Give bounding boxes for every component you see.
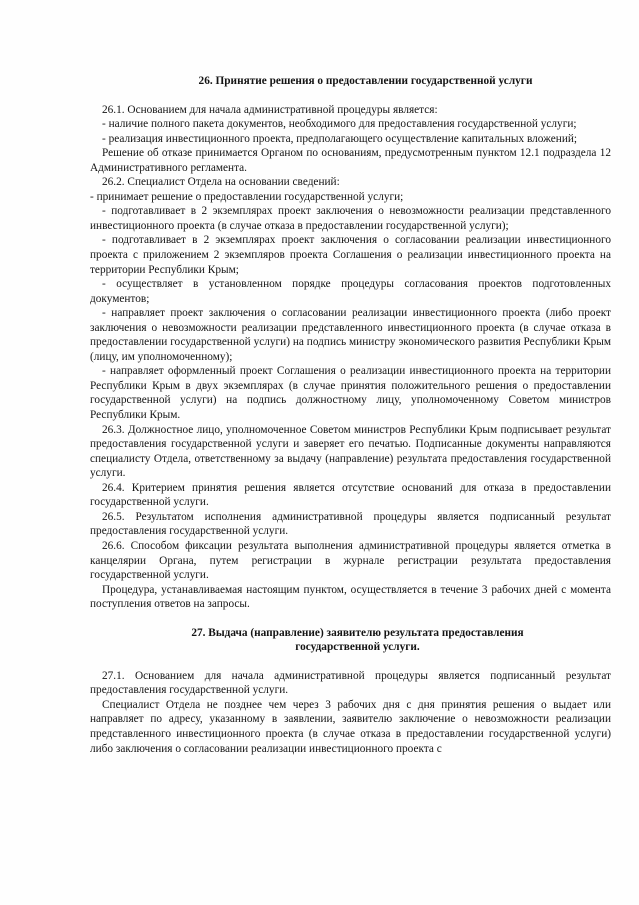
list-item-investment-project: - реализация инвестиционного проекта, предполагающего осуществление капитальных вложений; <box>102 132 578 145</box>
list-item-prepares-refusal: - подготавливает в 2 экземплярах проект заключения о невозможности реализации представленного инвестиционного проекта (в случае отказа в предоставлении государственной услуги); <box>90 205 611 232</box>
paragraph-26-4: 26.4. Критерием принятия решения является отсутствие оснований для отказа в предоставлении государственной услуги. <box>90 481 611 509</box>
list-item-full-package: - наличие полного пакета документов, необходимого для предоставления государственной услуги; <box>102 118 577 131</box>
section-27-heading <box>90 626 611 655</box>
section-27-heading-line-2: государственной услуги. <box>295 641 420 654</box>
list-item-makes-decision: - принимает решение о предоставлении государственной услуги; <box>90 190 404 203</box>
paragraph-27-1: 27.1. Основанием для начала административной процедуры является подписанный результат предоставления государственной услуги. <box>90 669 611 697</box>
paragraph-26-1: 26.1. Основанием для начала административной процедуры является: <box>102 103 438 116</box>
list-item-prepares-approval: - подготавливает в 2 экземплярах проект заключения о согласовании реализации инвестиционного проекта с приложением 2 экземпляров проекта Соглашения о реализации инвестиционного проекта на территории Республики Крым; <box>90 234 611 276</box>
list-item-sends-agreement: - направляет оформленный проект Соглашения о реализации инвестиционного проекта на территории Республики Крым в двух экземплярах (в случае принятия положительного решения о предоставлении государственной услуги) на подпись должностному лицу, уполномоченному Советом министров Республики Крым. <box>90 365 611 422</box>
paragraph-specialist-delivery: Специалист Отдела не позднее чем через 3 рабочих дня с дня принятия решения о выдает или направляет по адресу, указанному в заявлении, заявителю заключение о невозможности реализации представленного инвестиционного проекта (в случае отказа в предоставлении государственной услуги) либо заключения о согласовании реализации инвестиционного проекта с <box>90 698 611 755</box>
document-content <box>90 74 611 756</box>
list-item-sends-to-minister: - направляет проект заключения о согласовании реализации инвестиционного проекта (либо проект заключения о невозможности реализации представленного инвестиционного проекта (в случае отказа в предоставлении государственной услуги) на подпись министру экономического развития Республики Крым (лицу, им уполномоченному); <box>90 307 611 363</box>
paragraph-26-2: 26.2. Специалист Отдела на основании сведений: <box>102 176 340 189</box>
list-item-coordination: - осуществляет в установленном порядке процедуры согласования проектов подготовленных документов; <box>90 278 611 305</box>
paragraph-refusal-decision: Решение об отказе принимается Органом по основаниям, предусмотренным пунктом 12.1 подраздела 12 Административного регламента. <box>90 147 611 174</box>
paragraph-26-6: 26.6. Способом фиксации результата выполнения административной процедуры является отметка в канцелярии Органа, путем регистрации в журнале регистрации результата предоставления государственной услуги. <box>90 539 611 582</box>
paragraph-26-5: 26.5. Результатом исполнения административной процедуры является подписанный результат предоставления государственной услуги. <box>90 510 611 538</box>
section-26-heading: 26. Принятие решения о предоставлении государственной услуги <box>198 75 533 87</box>
section-27-heading-line-1: 27. Выдача (направление) заявителю результата предоставления <box>191 626 524 639</box>
paragraph-26-3: 26.3. Должностное лицо, уполномоченное Советом министров Республики Крым подписывает результат предоставления государственной услуги и заверяет его печатью. Подписанные документы направляются специалисту Отдела, ответственному за выдачу (направление) результата предоставления государственной услуги. <box>90 423 611 480</box>
paragraph-procedure-duration: Процедура, устанавливаемая настоящим пунктом, осуществляется в течение 3 рабочих дней с момента поступления ответов на запросы. <box>90 583 611 611</box>
